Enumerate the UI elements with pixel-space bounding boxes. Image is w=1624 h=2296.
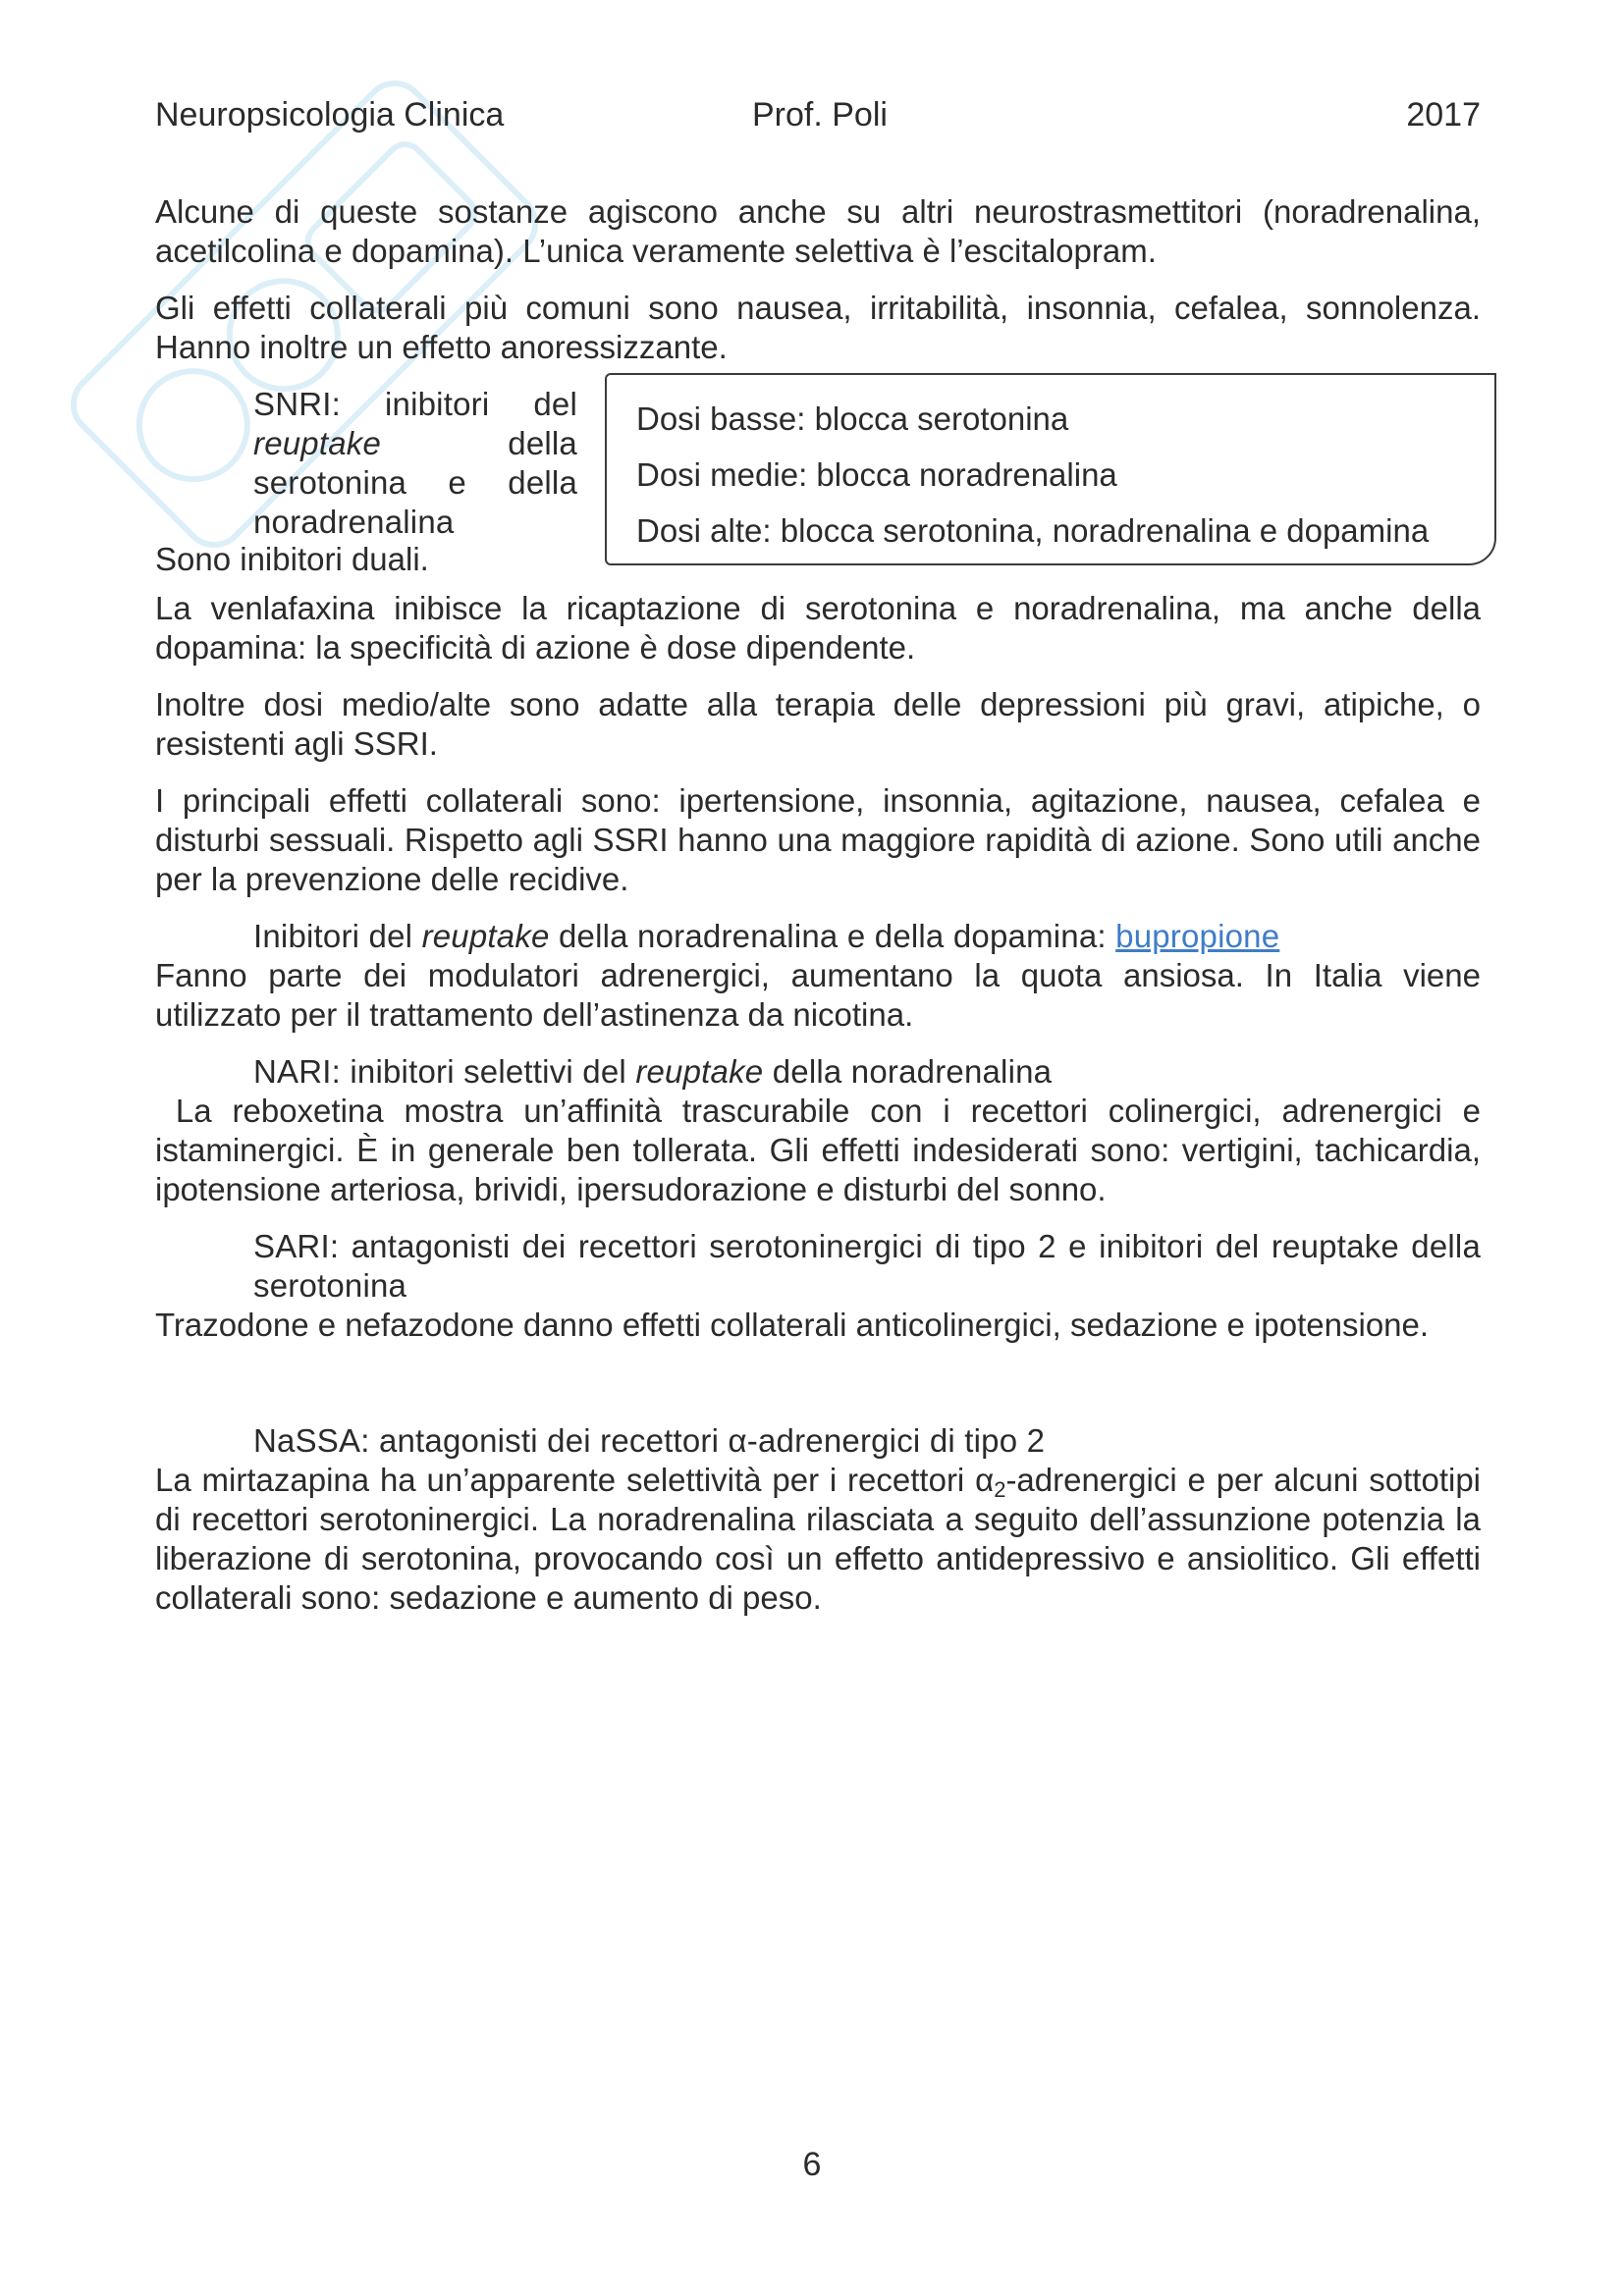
snri-paragraph-2: Inoltre dosi medio/alte sono adatte alla terapia delle depressioni più gravi, atipiche, o resistenti agli SSRI.: [155, 686, 1481, 762]
nassa-body-subscript: 2: [994, 1477, 1006, 1502]
nari-heading: [155, 1052, 1481, 1092]
intro-paragraph-2: Gli effetti collaterali più comuni sono nausea, irritabilità, insonnia, cefalea, sonnolenza. Hanno inoltre un effetto anoressizzante.: [155, 290, 1481, 365]
bupropione-link[interactable]: bupropione: [1115, 918, 1280, 954]
ndri-heading-pre: Inibitori del: [253, 918, 422, 954]
header-year: 2017: [1406, 96, 1481, 133]
page-header: [155, 96, 1481, 139]
dose-high: Dosi alte: blocca serotonina, noradrenalina e dopamina: [636, 512, 1430, 549]
snri-paragraph-3: I principali effetti collaterali sono: ipertensione, insonnia, agitazione, nausea, cefalea e disturbi sessuali. Rispetto agli SSRI hanno una maggiore rapidità di azione. Sono utili anche per la prevenzione delle recidive.: [155, 782, 1481, 897]
dose-box: [605, 373, 1496, 565]
snri-subtitle: Sono inibitori duali.: [155, 541, 429, 577]
snri-section: [155, 385, 1481, 577]
page-content: [155, 192, 1490, 1635]
ndri-heading: [155, 917, 1481, 956]
nari-paragraph: La reboxetina mostra un’affinità trascurabile con i recettori colinergici, adrenergici e istaminergici. È in generale ben tollerata. Gli effetti indesiderati sono: vertigini, tachicardia, ipotensione arteriosa, brividi, ipersudorazione e disturbi del sonno.: [155, 1093, 1490, 1207]
dose-medium: Dosi medie: blocca noradrenalina: [636, 456, 1117, 493]
ndri-heading-reuptake: reuptake: [421, 918, 550, 954]
nassa-body-pre: La mirtazapina ha un’apparente selettività per i recettori α: [155, 1462, 995, 1498]
ndri-heading-post: della noradrenalina e della dopamina:: [549, 918, 1116, 954]
snri-heading-line-3: serotonina e della: [253, 464, 577, 501]
page-number: 6: [802, 2146, 822, 2183]
nassa-body-post: -adrenergici e per alcuni sottotipi di recettori serotoninergici. La noradrenalina rilasciata a seguito dell’assunzione potenzia la liberazione di serotonina, provocando così un effetto antidepressivo e ansiolitico. Gli effetti collaterali sono: sedazione e aumento di peso.: [155, 1462, 1482, 1616]
snri-heading-line-2: [253, 424, 577, 463]
nassa-heading: NaSSA: antagonisti dei recettori α-adrenergici di tipo 2: [253, 1422, 1046, 1459]
ndri-paragraph: Fanno parte dei modulatori adrenergici, aumentano la quota ansiosa. In Italia viene utilizzato per il trattamento dell’astinenza da nicotina.: [155, 957, 1481, 1033]
nari-heading-reuptake: reuptake: [635, 1053, 764, 1090]
header-course: Neuropsicologia Clinica: [155, 96, 505, 133]
intro-paragraph-1: Alcune di queste sostanze agiscono anche su altri neurostrasmettitori (noradrenalina, acetilcolina e dopamina). L’unica veramente selettiva è l’escitalopram.: [155, 193, 1481, 269]
sari-heading: SARI: antagonisti dei recettori serotoninergici di tipo 2 e inibitori del reuptake della serotonina: [253, 1228, 1481, 1304]
snri-heading-reuptake: reuptake: [253, 425, 382, 461]
section-spacer: [155, 1362, 1481, 1421]
snri-paragraph-1: La venlafaxina inibisce la ricaptazione di serotonina e noradrenalina, ma anche della dopamina: la specificità di azione è dose dipendente.: [155, 590, 1481, 666]
snri-heading: [253, 385, 577, 542]
nari-heading-post: della noradrenalina: [763, 1053, 1053, 1090]
snri-heading-line-1: SNRI: inibitori del: [253, 386, 577, 422]
dose-low: Dosi basse: blocca serotonina: [636, 400, 1069, 437]
header-professor: Prof. Poli: [752, 96, 888, 133]
nassa-paragraph: [155, 1461, 1481, 1618]
snri-heading-della: della: [508, 425, 577, 461]
sari-paragraph: Trazodone e nefazodone danno effetti collaterali anticolinergici, sedazione e ipotensione.: [155, 1307, 1430, 1343]
nari-heading-pre: NARI: inibitori selettivi del: [253, 1053, 636, 1090]
snri-heading-line-4: noradrenalina: [253, 504, 455, 540]
